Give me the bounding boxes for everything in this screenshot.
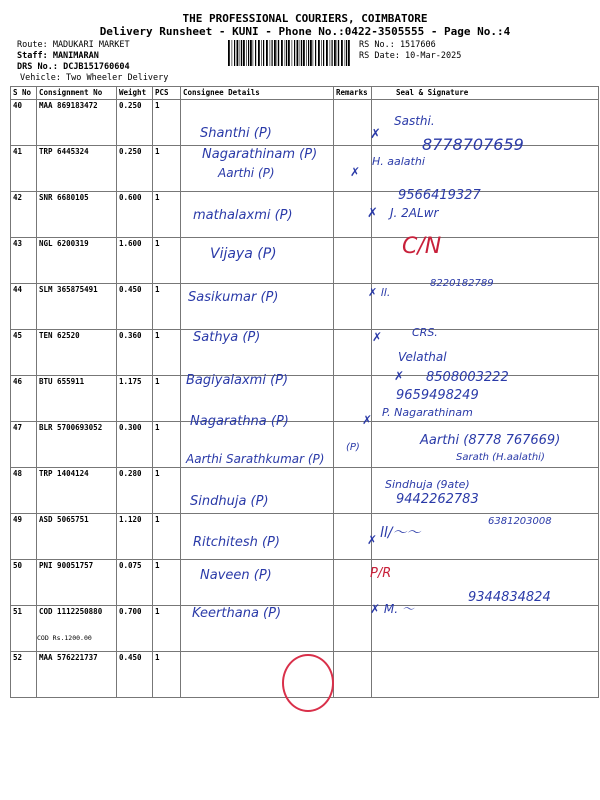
row-consignment [37, 652, 117, 698]
hw-note: 9442262783 [396, 492, 479, 507]
col-header-consignee: Consignee Details [181, 87, 334, 100]
hw-name: Keerthana (P) [192, 606, 282, 621]
consignment-no: BTU 655911 [39, 377, 85, 386]
hw-signature: Sasthi. [394, 114, 435, 128]
row-weight: 0.360 [117, 330, 153, 376]
row-sno: 42 [11, 192, 37, 238]
row-sno: 43 [11, 238, 37, 284]
row-pcs: 1 [153, 192, 181, 238]
row-weight: 0.250 [117, 146, 153, 192]
hw-name: Bagiyalaxmi (P) [186, 373, 289, 388]
row-consignment [37, 284, 117, 330]
row-consignment [37, 606, 117, 652]
table-row [11, 192, 599, 238]
row-sno: 47 [11, 422, 37, 468]
red-circle-stamp [282, 654, 334, 712]
row-weight: 0.075 [117, 560, 153, 606]
drs-number [17, 62, 130, 72]
consignment-no: BLR 5700693052 [39, 423, 103, 432]
barcode-image [228, 40, 352, 66]
hw-note: 9344834824 [468, 590, 551, 605]
rs-date: RS Date: 10-Mar-2025 [359, 51, 462, 61]
row-pcs: 1 [153, 560, 181, 606]
row-sno: 44 [11, 284, 37, 330]
hw-note: 9566419327 [398, 188, 481, 203]
hw-name: Naveen (P) [200, 568, 272, 583]
row-pcs: 1 [153, 468, 181, 514]
row-pcs: 1 [153, 376, 181, 422]
hw-mark: ✗ M. 〜 [370, 602, 414, 616]
row-pcs: 1 [153, 146, 181, 192]
hw-name: Ritchitesh (P) [193, 535, 280, 550]
row-pcs: 1 [153, 284, 181, 330]
hw-signature: CRS. [412, 326, 438, 339]
hw-note-red: C/N [402, 234, 442, 259]
hw-mark: ✗ ll. [368, 286, 391, 299]
hw-mark: ✗ [350, 165, 361, 179]
row-sno: 52 [11, 652, 37, 698]
hw-mark: ✗ [367, 206, 378, 221]
hw-note: 8220182789 [430, 278, 494, 289]
rs-number: RS No.: 1517606 [359, 40, 436, 50]
staff-label: Staff: MANIMARAN [17, 51, 99, 61]
hw-note: 6381203008 [488, 516, 552, 527]
row-pcs: 1 [153, 238, 181, 284]
row-sno: 45 [11, 330, 37, 376]
row-pcs: 1 [153, 652, 181, 698]
row-weight: 0.450 [117, 652, 153, 698]
col-header-sno: S No [11, 87, 37, 100]
row-remarks [334, 514, 372, 560]
row-remarks [334, 100, 372, 146]
hw-name: Nagarathna (P) [190, 414, 289, 429]
row-weight: 0.280 [117, 468, 153, 514]
row-consignment [37, 238, 117, 284]
hw-note: Sindhuja (9ate) [385, 478, 470, 491]
hw-mark: (P) [346, 442, 360, 453]
consignment-no: TRP 6445324 [39, 147, 89, 156]
consignment-no: SLM 365875491 [39, 285, 98, 294]
table-row [11, 606, 599, 652]
row-signature [372, 284, 599, 330]
table-row [11, 376, 599, 422]
row-pcs: 1 [153, 330, 181, 376]
col-header-weight: Weight [117, 87, 153, 100]
row-weight: 1.600 [117, 238, 153, 284]
hw-signature: J. 2ALwr [390, 206, 439, 220]
row-signature [372, 652, 599, 698]
row-sno: 46 [11, 376, 37, 422]
hw-note: 8508003222 [426, 370, 509, 385]
consignment-no: MAA 869183472 [39, 101, 98, 110]
row-pcs: 1 [153, 100, 181, 146]
consignment-no: TEN 62520 [39, 331, 80, 340]
hw-name: Aarthi Sarathkumar (P) [186, 452, 325, 466]
row-weight: 0.300 [117, 422, 153, 468]
hw-note: Sarath (H.aalathi) [456, 452, 545, 463]
consignment-no: SNR 6680105 [39, 193, 89, 202]
row-consignment [37, 560, 117, 606]
runsheet-subtitle: Delivery Runsheet - KUNI - Phone No.:0422-3505555 - Page No.:4 [99, 25, 511, 38]
consignment-no: MAA 576221737 [39, 653, 98, 662]
hw-name: Shanthi (P) [200, 126, 272, 141]
row-remarks [334, 238, 372, 284]
runsheet-table [10, 86, 599, 698]
row-weight: 1.175 [117, 376, 153, 422]
hw-note: Aarthi (8778 767669) [420, 433, 561, 448]
consignment-no: COD 1112250880 [39, 607, 103, 616]
row-sno: 48 [11, 468, 37, 514]
row-remarks [334, 468, 372, 514]
hw-mark: ✗ [362, 413, 373, 427]
row-remarks [334, 192, 372, 238]
col-header-seal: Seal & Signature [372, 87, 599, 100]
hw-name: Sathya (P) [193, 330, 261, 345]
row-consignment [37, 330, 117, 376]
table-row [11, 238, 599, 284]
row-sno: 41 [11, 146, 37, 192]
row-weight: 0.600 [117, 192, 153, 238]
row-remarks [334, 652, 372, 698]
row-consignment [37, 376, 117, 422]
drs-value: DCJB151760604 [63, 62, 130, 72]
row-sno: 40 [11, 100, 37, 146]
table-row [11, 330, 599, 376]
consignment-no: TRP 1404124 [39, 469, 89, 478]
row-weight: 0.700 [117, 606, 153, 652]
cod-amount: COD Rs.1200.00 [37, 634, 92, 642]
hw-mark: ✗ [370, 127, 381, 142]
row-sno: 50 [11, 560, 37, 606]
hw-note: Velathal [398, 350, 447, 364]
consignment-no: PNI 90051757 [39, 561, 94, 570]
hw-note-red: P/R [370, 566, 392, 581]
company-title: THE PROFESSIONAL COURIERS, COIMBATORE [182, 12, 428, 25]
hw-mark: ✗ [394, 369, 405, 383]
consignment-no: ASD 5065751 [39, 515, 89, 524]
hw-mark: ✗ [367, 533, 378, 547]
row-remarks [334, 330, 372, 376]
row-consignment [37, 100, 117, 146]
col-header-consignment: Consignment No [37, 87, 117, 100]
hw-note: 9659498249 [396, 388, 479, 403]
col-header-remarks: Remarks [334, 87, 372, 100]
row-remarks [334, 284, 372, 330]
row-pcs: 1 [153, 606, 181, 652]
hw-signature: ll/〜〜 [380, 525, 421, 541]
col-header-pcs: PCS [153, 87, 181, 100]
row-consignment [37, 192, 117, 238]
hw-note: P. Nagarathinam [382, 406, 473, 419]
row-sno: 49 [11, 514, 37, 560]
row-remarks [334, 560, 372, 606]
drs-label: DRS No.: [17, 62, 58, 72]
hw-name: Vijaya (P) [210, 246, 277, 262]
hw-name: Aarthi (P) [218, 166, 275, 180]
hw-name: mathalaxmi (P) [193, 208, 293, 223]
row-consignment [37, 468, 117, 514]
row-consignment [37, 422, 117, 468]
hw-name: Sindhuja (P) [190, 494, 269, 509]
route-label: Route: MADUKARI MARKET [17, 40, 130, 50]
table-row [11, 468, 599, 514]
row-weight: 0.250 [117, 100, 153, 146]
row-pcs: 1 [153, 514, 181, 560]
hw-name: Sasikumar (P) [188, 290, 279, 305]
vehicle-label: Vehicle: Two Wheeler Delivery [20, 73, 169, 83]
row-pcs: 1 [153, 422, 181, 468]
row-consignment [37, 514, 117, 560]
hw-signature: H. aalathi [372, 155, 425, 168]
row-weight: 0.450 [117, 284, 153, 330]
table-row [11, 284, 599, 330]
row-consignment [37, 146, 117, 192]
hw-name: Nagarathinam (P) [202, 147, 318, 162]
row-remarks [334, 606, 372, 652]
row-sno: 51 [11, 606, 37, 652]
table-header-row [11, 87, 599, 100]
hw-note: 8778707659 [422, 135, 524, 154]
hw-mark: ✗ [372, 330, 383, 344]
consignment-no: NGL 6200319 [39, 239, 89, 248]
row-weight: 1.120 [117, 514, 153, 560]
